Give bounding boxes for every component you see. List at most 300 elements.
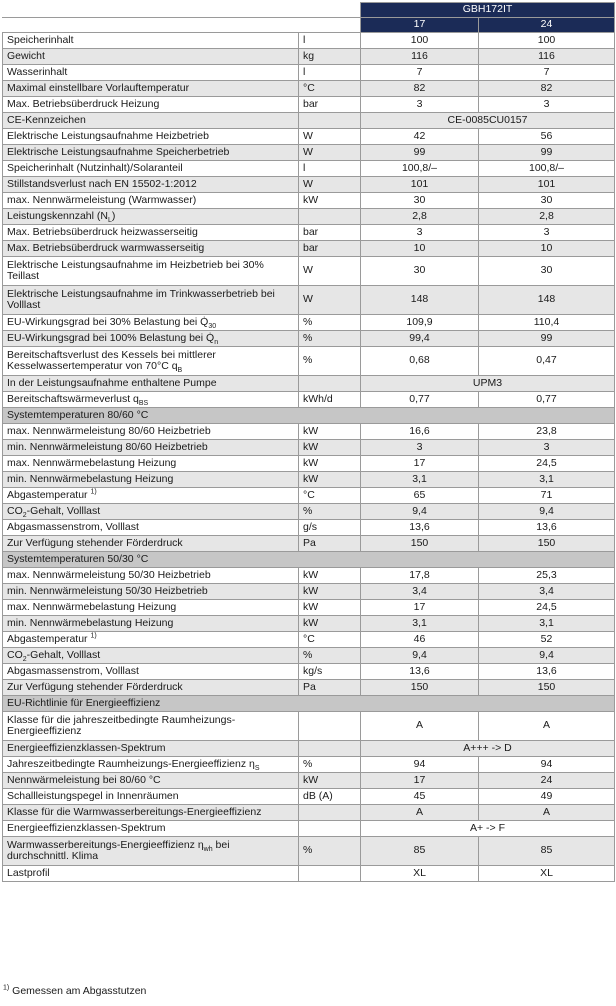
row-label-subscript: S <box>254 764 260 772</box>
table-row <box>3 347 615 376</box>
spec-table <box>2 2 615 882</box>
table-row <box>3 837 615 866</box>
section-title: Systemtemperaturen 80/60 °C <box>3 408 615 424</box>
row-label-text: max. Nennwärmeleistung 80/60 Heizbetrieb <box>7 424 211 437</box>
row-value-24: 71 <box>479 488 615 504</box>
row-value-24: 49 <box>479 789 615 805</box>
row-label <box>3 49 299 65</box>
row-label-text: Max. Betriebsüberdruck heizwasserseitig <box>7 225 198 238</box>
row-value-24: 3 <box>479 440 615 456</box>
row-label <box>3 209 299 225</box>
row-label-text: min. Nennwärmeleistung 50/30 Heizbetrieb <box>7 584 208 597</box>
row-value-17: 17 <box>361 456 479 472</box>
row-value-merged: CE-0085CU0157 <box>361 113 615 129</box>
row-label <box>3 757 299 773</box>
section-header-row <box>3 696 615 712</box>
row-value-17: 109,9 <box>361 315 479 331</box>
table-row <box>3 664 615 680</box>
row-label-text: Elektrische Leistungsaufnahme im Trinkwasserbetrieb bei Volllast <box>7 287 275 311</box>
row-unit: dB (A) <box>299 789 361 805</box>
row-value-17: 3 <box>361 440 479 456</box>
row-label <box>3 664 299 680</box>
row-value-17: 13,6 <box>361 520 479 536</box>
row-label-subscript: B <box>177 367 183 375</box>
row-label-text: EU-Wirkungsgrad bei 100% Belastung bei Q̇ <box>7 331 215 344</box>
table-row <box>3 488 615 504</box>
variant-header-2: 24 <box>479 18 615 33</box>
row-unit: bar <box>299 97 361 113</box>
row-label-text: Maximal einstellbare Vorlauftemperatur <box>7 81 190 94</box>
row-label-text: CO <box>7 504 23 517</box>
row-unit: g/s <box>299 520 361 536</box>
row-label-text: min. Nennwärmebelastung Heizung <box>7 616 174 629</box>
row-label-subscript: BS <box>138 399 149 407</box>
row-label-text: In der Leistungsaufnahme enthaltene Pumpe <box>7 376 217 389</box>
row-value-17: 3 <box>361 225 479 241</box>
table-row <box>3 440 615 456</box>
row-label <box>3 65 299 81</box>
row-label-text: Elektrische Leistungsaufnahme Speicherbetrieb <box>7 145 230 158</box>
row-unit: % <box>299 648 361 664</box>
row-label <box>3 113 299 129</box>
row-value-24: 150 <box>479 536 615 552</box>
row-label-text: max. Nennwärmebelastung Heizung <box>7 456 177 469</box>
table-row <box>3 821 615 837</box>
row-unit: kW <box>299 456 361 472</box>
row-value-17: 100 <box>361 33 479 49</box>
row-label <box>3 81 299 97</box>
row-label <box>3 97 299 113</box>
row-label <box>3 680 299 696</box>
row-label-text: Stillstandsverlust nach EN 15502-1:2012 <box>7 177 197 190</box>
row-label <box>3 805 299 821</box>
row-label-text: Max. Betriebsüberdruck Heizung <box>7 97 160 110</box>
row-value-24: 99 <box>479 145 615 161</box>
row-value-merged: A+ -> F <box>361 821 615 837</box>
row-value-24: 2,8 <box>479 209 615 225</box>
row-unit: % <box>299 837 361 866</box>
row-value-24: 0,47 <box>479 347 615 376</box>
row-value-24: 150 <box>479 680 615 696</box>
table-row <box>3 712 615 741</box>
table-row <box>3 225 615 241</box>
row-label <box>3 257 299 286</box>
table-row <box>3 209 615 225</box>
row-label-text: Bereitschaftsverlust des Kessels bei mittlerer Kesselwassertemperatur von 70°C q <box>7 348 216 372</box>
table-row <box>3 257 615 286</box>
table-row <box>3 49 615 65</box>
row-label-suffix: bei durchschnittl. Klima <box>7 838 230 862</box>
row-label-text: Klasse für die Warmwasserbereitungs-Energieeffizienz <box>7 805 262 818</box>
row-label <box>3 568 299 584</box>
row-unit: kW <box>299 472 361 488</box>
table-row <box>3 866 615 882</box>
footnote <box>3 985 146 997</box>
row-unit: W <box>299 177 361 193</box>
row-value-17: 3,4 <box>361 584 479 600</box>
row-value-17: 150 <box>361 536 479 552</box>
row-value-24: 3,1 <box>479 616 615 632</box>
row-unit: kW <box>299 568 361 584</box>
row-unit <box>299 866 361 882</box>
row-value-17: 3 <box>361 97 479 113</box>
table-row <box>3 376 615 392</box>
row-value-17: 16,6 <box>361 424 479 440</box>
row-value-17: 100,8/– <box>361 161 479 177</box>
row-value-24: 30 <box>479 193 615 209</box>
row-value-merged: UPM3 <box>361 376 615 392</box>
row-label-text: Klasse für die jahreszeitbedingte Raumheizungs-Energieeffizienz <box>7 713 236 737</box>
row-value-24: 101 <box>479 177 615 193</box>
table-row <box>3 568 615 584</box>
row-label-text: Schallleistungspegel in Innenräumen <box>7 789 179 802</box>
row-label-text: Gewicht <box>7 49 45 62</box>
row-value-24: 148 <box>479 286 615 315</box>
row-label <box>3 33 299 49</box>
row-label <box>3 286 299 315</box>
row-label-text: Bereitschaftswärmeverlust q <box>7 392 139 405</box>
row-label <box>3 520 299 536</box>
row-label-text: Abgasmassenstrom, Volllast <box>7 664 139 677</box>
row-unit: W <box>299 286 361 315</box>
row-label-text: Lastprofil <box>7 866 50 879</box>
row-unit: kW <box>299 584 361 600</box>
row-label <box>3 773 299 789</box>
row-label-text: Max. Betriebsüberdruck warmwasserseitig <box>7 241 205 254</box>
row-value-24: 13,6 <box>479 520 615 536</box>
row-value-17: 0,68 <box>361 347 479 376</box>
table-row <box>3 584 615 600</box>
row-value-17: 7 <box>361 65 479 81</box>
variant-header-1: 17 <box>361 18 479 33</box>
row-label <box>3 440 299 456</box>
table-row <box>3 773 615 789</box>
row-unit <box>299 741 361 757</box>
row-unit <box>299 113 361 129</box>
row-value-17: 9,4 <box>361 648 479 664</box>
row-label-text: max. Nennwärmeleistung 50/30 Heizbetrieb <box>7 568 211 581</box>
row-label-subscript: 2 <box>22 511 27 519</box>
row-value-17: 65 <box>361 488 479 504</box>
table-row <box>3 805 615 821</box>
row-value-17: 17 <box>361 773 479 789</box>
table-row <box>3 81 615 97</box>
row-value-24: 3,4 <box>479 584 615 600</box>
row-label <box>3 821 299 837</box>
row-unit <box>299 376 361 392</box>
row-value-17: 82 <box>361 81 479 97</box>
row-label <box>3 177 299 193</box>
row-label <box>3 129 299 145</box>
table-row <box>3 97 615 113</box>
row-value-24: 99 <box>479 331 615 347</box>
row-value-24: 30 <box>479 257 615 286</box>
row-value-24: A <box>479 712 615 741</box>
table-row <box>3 632 615 648</box>
row-unit <box>299 821 361 837</box>
row-label-text: Abgastemperatur <box>7 632 91 645</box>
table-header-model-row <box>3 3 615 18</box>
row-label-suffix: -Gehalt, Volllast <box>26 504 101 517</box>
row-unit: % <box>299 315 361 331</box>
table-row <box>3 757 615 773</box>
row-label <box>3 331 299 347</box>
row-unit <box>299 209 361 225</box>
section-header-row <box>3 408 615 424</box>
table-row <box>3 129 615 145</box>
row-value-17: 46 <box>361 632 479 648</box>
row-value-17: XL <box>361 866 479 882</box>
row-label <box>3 161 299 177</box>
row-unit: kW <box>299 424 361 440</box>
row-unit: l <box>299 65 361 81</box>
row-unit: kW <box>299 440 361 456</box>
row-value-24: 25,3 <box>479 568 615 584</box>
table-row <box>3 472 615 488</box>
row-unit: kW <box>299 773 361 789</box>
row-unit: % <box>299 347 361 376</box>
row-value-17: 101 <box>361 177 479 193</box>
table-row <box>3 161 615 177</box>
row-label-footnote-ref: 1) <box>90 632 97 640</box>
table-row <box>3 193 615 209</box>
row-label-subscript: 2 <box>22 655 27 663</box>
row-value-17: 9,4 <box>361 504 479 520</box>
row-value-17: 150 <box>361 680 479 696</box>
row-value-24: 7 <box>479 65 615 81</box>
row-label <box>3 536 299 552</box>
row-unit: W <box>299 257 361 286</box>
row-value-merged: A+++ -> D <box>361 741 615 757</box>
row-label <box>3 225 299 241</box>
row-unit: % <box>299 504 361 520</box>
row-label-text: Nennwärmeleistung bei 80/60 °C <box>7 773 161 786</box>
row-unit: kg/s <box>299 664 361 680</box>
row-label-subscript: 30 <box>208 322 217 330</box>
row-value-24: 24,5 <box>479 456 615 472</box>
row-label-text: Speicherinhalt (Nutzinhalt)/Solaranteil <box>7 161 183 174</box>
table-row <box>3 65 615 81</box>
row-label <box>3 741 299 757</box>
row-label-text: min. Nennwärmebelastung Heizung <box>7 472 174 485</box>
row-label <box>3 472 299 488</box>
row-label-text: Elektrische Leistungsaufnahme Heizbetrieb <box>7 129 209 142</box>
row-value-17: A <box>361 712 479 741</box>
table-row <box>3 616 615 632</box>
row-label-subscript: L <box>107 216 112 224</box>
table-row <box>3 600 615 616</box>
row-label <box>3 347 299 376</box>
table-row <box>3 789 615 805</box>
row-label-text: EU-Wirkungsgrad bei 30% Belastung bei Q̇ <box>7 315 209 328</box>
table-row <box>3 424 615 440</box>
row-value-17: 0,77 <box>361 392 479 408</box>
row-label-text: Zur Verfügung stehender Förderdruck <box>7 536 183 549</box>
row-value-17: 13,6 <box>361 664 479 680</box>
row-value-24: 52 <box>479 632 615 648</box>
row-value-17: 148 <box>361 286 479 315</box>
section-title: Systemtemperaturen 50/30 °C <box>3 552 615 568</box>
row-value-17: 30 <box>361 193 479 209</box>
row-unit: W <box>299 129 361 145</box>
row-value-24: 3 <box>479 225 615 241</box>
row-unit: % <box>299 757 361 773</box>
row-label-subscript: n <box>214 338 219 346</box>
row-label-suffix: -Gehalt, Volllast <box>26 648 101 661</box>
row-label-footnote-ref: 1) <box>90 488 97 496</box>
row-label <box>3 616 299 632</box>
table-row <box>3 504 615 520</box>
row-label <box>3 315 299 331</box>
row-unit: l <box>299 33 361 49</box>
row-value-24: 110,4 <box>479 315 615 331</box>
row-label-text: Elektrische Leistungsaufnahme im Heizbetrieb bei 30% Teillast <box>7 258 264 282</box>
row-value-17: 17 <box>361 600 479 616</box>
row-unit: °C <box>299 488 361 504</box>
row-label-text: Zur Verfügung stehender Förderdruck <box>7 680 183 693</box>
row-unit: °C <box>299 632 361 648</box>
row-label <box>3 241 299 257</box>
row-label-text: min. Nennwärmeleistung 80/60 Heizbetrieb <box>7 440 208 453</box>
table-row <box>3 315 615 331</box>
row-label <box>3 504 299 520</box>
footnote-text: Gemessen am Abgasstutzen <box>12 985 147 997</box>
table-row <box>3 113 615 129</box>
row-value-24: 3 <box>479 97 615 113</box>
row-value-24: 24,5 <box>479 600 615 616</box>
row-unit: l <box>299 161 361 177</box>
row-label-subscript: wh <box>203 845 213 853</box>
row-unit: bar <box>299 225 361 241</box>
row-value-17: 85 <box>361 837 479 866</box>
row-label-suffix: ) <box>111 209 116 222</box>
row-label <box>3 145 299 161</box>
row-label-text: Abgastemperatur <box>7 488 91 501</box>
row-unit: kW <box>299 616 361 632</box>
row-value-17: 42 <box>361 129 479 145</box>
row-label-text: Leistungskennzahl (N <box>7 209 108 222</box>
row-unit: kW <box>299 600 361 616</box>
row-value-17: 116 <box>361 49 479 65</box>
row-label <box>3 837 299 866</box>
row-value-24: 9,4 <box>479 504 615 520</box>
table-row <box>3 536 615 552</box>
row-value-24: 9,4 <box>479 648 615 664</box>
row-value-17: 99,4 <box>361 331 479 347</box>
row-label-text: Jahreszeitbedingte Raumheizungs-Energieeffizienz η <box>7 757 255 770</box>
row-value-24: 100,8/– <box>479 161 615 177</box>
row-value-24: 24 <box>479 773 615 789</box>
table-row <box>3 286 615 315</box>
table-row <box>3 520 615 536</box>
row-unit: Pa <box>299 680 361 696</box>
row-unit: °C <box>299 81 361 97</box>
row-value-17: 3,1 <box>361 472 479 488</box>
row-unit <box>299 805 361 821</box>
row-unit: Pa <box>299 536 361 552</box>
table-row <box>3 648 615 664</box>
row-label <box>3 488 299 504</box>
row-unit: W <box>299 145 361 161</box>
row-label <box>3 866 299 882</box>
table-header-variant-row <box>3 18 615 33</box>
row-value-24: 94 <box>479 757 615 773</box>
model-header: GBH172IT <box>361 3 615 18</box>
row-value-17: 30 <box>361 257 479 286</box>
row-label-text: max. Nennwärmeleistung (Warmwasser) <box>7 193 197 206</box>
row-value-24: A <box>479 805 615 821</box>
row-value-24: 116 <box>479 49 615 65</box>
row-label <box>3 789 299 805</box>
row-value-24: 85 <box>479 837 615 866</box>
row-label <box>3 632 299 648</box>
row-label <box>3 648 299 664</box>
table-row <box>3 241 615 257</box>
row-label <box>3 584 299 600</box>
table-row <box>3 456 615 472</box>
row-label-text: Abgasmassenstrom, Volllast <box>7 520 139 533</box>
row-label-text: Warmwasserbereitungs-Energieeffizienz η <box>7 838 204 851</box>
table-row <box>3 741 615 757</box>
row-label <box>3 600 299 616</box>
row-value-24: 82 <box>479 81 615 97</box>
row-value-24: 3,1 <box>479 472 615 488</box>
row-value-17: 99 <box>361 145 479 161</box>
row-value-17: 45 <box>361 789 479 805</box>
row-label-text: max. Nennwärmebelastung Heizung <box>7 600 177 613</box>
row-unit: % <box>299 331 361 347</box>
row-value-17: 3,1 <box>361 616 479 632</box>
row-label-text: CE-Kennzeichen <box>7 113 86 126</box>
row-label <box>3 424 299 440</box>
table-row <box>3 331 615 347</box>
row-unit: kWh/d <box>299 392 361 408</box>
row-label <box>3 712 299 741</box>
row-label <box>3 456 299 472</box>
table-row <box>3 680 615 696</box>
row-label-text: Speicherinhalt <box>7 33 74 46</box>
section-header-row <box>3 552 615 568</box>
row-value-17: 94 <box>361 757 479 773</box>
row-value-24: 56 <box>479 129 615 145</box>
row-value-17: 10 <box>361 241 479 257</box>
row-label <box>3 392 299 408</box>
row-label-text: CO <box>7 648 23 661</box>
row-value-24: 23,8 <box>479 424 615 440</box>
row-label <box>3 193 299 209</box>
row-label-text: Energieeffizienzklassen-Spektrum <box>7 821 166 834</box>
section-title: EU-Richtlinie für Energieeffizienz <box>3 696 615 712</box>
row-unit: kW <box>299 193 361 209</box>
row-value-24: 10 <box>479 241 615 257</box>
row-value-24: 100 <box>479 33 615 49</box>
row-value-17: 17,8 <box>361 568 479 584</box>
row-unit: kg <box>299 49 361 65</box>
row-value-17: 2,8 <box>361 209 479 225</box>
table-row <box>3 392 615 408</box>
row-unit: bar <box>299 241 361 257</box>
table-row <box>3 145 615 161</box>
table-row <box>3 177 615 193</box>
row-value-24: XL <box>479 866 615 882</box>
row-value-24: 0,77 <box>479 392 615 408</box>
row-value-24: 13,6 <box>479 664 615 680</box>
row-label-text: Energieeffizienzklassen-Spektrum <box>7 741 166 754</box>
footnote-mark: 1) <box>3 984 10 992</box>
row-label-text: Wasserinhalt <box>7 65 68 78</box>
table-row <box>3 33 615 49</box>
row-unit <box>299 712 361 741</box>
